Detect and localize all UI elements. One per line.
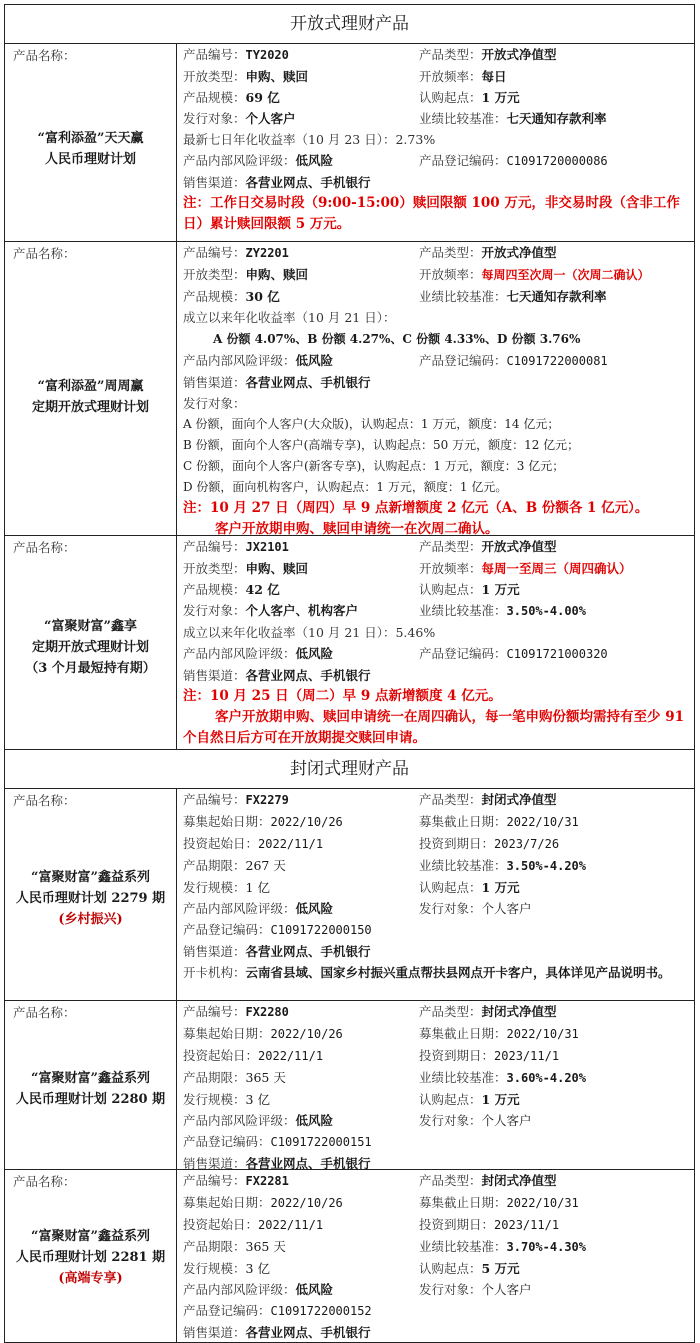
type-label: 产品类型： bbox=[419, 245, 482, 260]
product-name-line: “富聚财富”鑫益系列 bbox=[31, 1229, 150, 1244]
open-type: 申购、赎回 bbox=[245, 267, 309, 282]
term: 365 天 bbox=[245, 1070, 286, 1085]
invest-end: 2023/11/1 bbox=[494, 1218, 560, 1232]
min-sub: 1 万元 bbox=[481, 90, 520, 105]
type-label: 产品类型： bbox=[419, 47, 482, 62]
raise-end-label: 募集截止日期： bbox=[419, 814, 507, 829]
product-detail-cell bbox=[177, 1170, 694, 1342]
product-name-line: （3 个月最短持有期） bbox=[25, 661, 156, 676]
code-label: 产品编号： bbox=[183, 792, 246, 807]
product-row-ty2020 bbox=[5, 44, 694, 242]
product-name-line: 人民币理财计划 2281 期 bbox=[15, 1250, 166, 1265]
benchmark-label: 业绩比较基准： bbox=[419, 111, 507, 126]
product-name-label: 产品名称： bbox=[13, 1005, 76, 1020]
raise-end-label: 募集截止日期： bbox=[419, 1195, 507, 1210]
product-code: TY2020 bbox=[245, 48, 289, 62]
product-name-line: “富利添盈”周周赢 bbox=[37, 379, 144, 394]
invest-start: 2022/11/1 bbox=[258, 1049, 324, 1063]
product-name-cell bbox=[5, 1001, 177, 1169]
target: 个人客户、机构客户 bbox=[245, 603, 359, 618]
issue-scale: 3 亿 bbox=[245, 1092, 270, 1107]
invest-end-label: 投资到期日： bbox=[419, 1217, 495, 1232]
product-note: 注：工作日交易时段（9:00-15:00）赎回限额 100 万元，非交易时段（含非工作日）累计赎回限额 5 万元。 bbox=[183, 195, 680, 232]
target-head: 发行对象： bbox=[183, 396, 246, 411]
product-name-label: 产品名称： bbox=[13, 48, 76, 63]
risk: 低风险 bbox=[295, 1282, 334, 1297]
product-name-cell bbox=[5, 1170, 177, 1342]
raise-end-label: 募集截止日期： bbox=[419, 1026, 507, 1041]
open-section-title: 开放式理财产品 bbox=[5, 5, 694, 44]
reg-code: C1091720000086 bbox=[506, 154, 608, 168]
reg-code-label: 产品登记编码： bbox=[419, 153, 507, 168]
term-label: 产品期限： bbox=[183, 1239, 246, 1254]
product-code: FX2280 bbox=[245, 1005, 289, 1019]
benchmark-label: 业绩比较基准： bbox=[419, 1239, 507, 1254]
reg-code-label: 产品登记编码： bbox=[183, 1134, 271, 1149]
invest-end-label: 投资到期日： bbox=[419, 1048, 495, 1063]
reg-code: C1091722000152 bbox=[270, 1304, 372, 1318]
yield-detail: A 份额 4.07%、B 份额 4.27%、C 份额 4.33%、D 份额 3.76% bbox=[213, 332, 581, 346]
product-name-label: 产品名称： bbox=[13, 1174, 76, 1189]
target: 个人客户 bbox=[481, 901, 532, 916]
term-label: 产品期限： bbox=[183, 1070, 246, 1085]
issue-scale-label: 发行规模： bbox=[183, 1092, 246, 1107]
code-label: 产品编号： bbox=[183, 47, 246, 62]
issue-scale: 3 亿 bbox=[245, 1261, 270, 1276]
benchmark: 3.60%-4.20% bbox=[506, 1071, 586, 1085]
risk-label: 产品内部风险评级： bbox=[183, 901, 296, 916]
product-row-fx2280 bbox=[5, 1001, 694, 1170]
product-type: 封闭式净值型 bbox=[481, 1173, 557, 1188]
scale-label: 产品规模： bbox=[183, 289, 246, 304]
open-type: 申购、赎回 bbox=[245, 69, 309, 84]
scale: 30 亿 bbox=[245, 289, 280, 304]
open-freq: 每日 bbox=[481, 69, 507, 84]
code-label: 产品编号： bbox=[183, 1173, 246, 1188]
share-item: A 份额，面向个人客户(大众版)，认购起点：1 万元，额度：14 亿元； bbox=[183, 417, 560, 431]
product-detail-cell bbox=[177, 44, 694, 241]
invest-end: 2023/11/1 bbox=[494, 1049, 560, 1063]
product-name-line: 人民币理财计划 2280 期 bbox=[15, 1092, 166, 1107]
product-detail-cell bbox=[177, 536, 694, 749]
raise-start: 2022/10/26 bbox=[270, 1196, 343, 1210]
min-sub: 5 万元 bbox=[481, 1261, 520, 1276]
card-inst: 云南省县域、国家乡村振兴重点帮扶县网点开卡客户，具体详见产品说明书。 bbox=[245, 965, 671, 980]
card-inst-label: 开卡机构： bbox=[183, 965, 246, 980]
min-sub-label: 认购起点： bbox=[419, 1092, 482, 1107]
risk: 低风险 bbox=[295, 153, 334, 168]
open-freq-label: 开放频率： bbox=[419, 561, 482, 576]
type-label: 产品类型： bbox=[419, 539, 482, 554]
product-type: 开放式净值型 bbox=[481, 47, 557, 62]
scale: 42 亿 bbox=[245, 582, 280, 597]
term: 365 天 bbox=[245, 1239, 286, 1254]
benchmark-label: 业绩比较基准： bbox=[419, 603, 507, 618]
invest-start: 2022/11/1 bbox=[258, 837, 324, 851]
product-name-line: “富聚财富”鑫益系列 bbox=[31, 1071, 150, 1086]
channel: 各营业网点、手机银行 bbox=[245, 1325, 371, 1340]
product-name-cell bbox=[5, 44, 177, 241]
risk-label: 产品内部风险评级： bbox=[183, 353, 296, 368]
min-sub: 1 万元 bbox=[481, 1092, 520, 1107]
scale-label: 产品规模： bbox=[183, 582, 246, 597]
min-sub-label: 认购起点： bbox=[419, 582, 482, 597]
product-detail-cell bbox=[177, 789, 694, 1000]
raise-end: 2022/10/31 bbox=[506, 1027, 579, 1041]
product-code: JX2101 bbox=[245, 540, 289, 554]
reg-code: C1091722000150 bbox=[270, 923, 372, 937]
reg-code-label: 产品登记编码： bbox=[419, 646, 507, 661]
min-sub-label: 认购起点： bbox=[419, 90, 482, 105]
product-name-line: 人民币理财计划 2279 期 bbox=[15, 891, 166, 906]
product-code: FX2281 bbox=[245, 1174, 289, 1188]
term-label: 产品期限： bbox=[183, 858, 246, 873]
yield-line: 成立以来年化收益率（10 月 21 日）： bbox=[183, 310, 396, 325]
open-freq: 每周一至周三（周四确认） bbox=[481, 561, 632, 576]
product-name-label: 产品名称： bbox=[13, 793, 76, 808]
product-note: 注：10 月 27 日（周四）早 9 点新增额度 2 亿元（A、B 份额各 1 亿元）。 bbox=[183, 500, 649, 516]
product-name-cell bbox=[5, 789, 177, 1000]
yield-line: 成立以来年化收益率（10 月 21 日）：5.46% bbox=[183, 625, 436, 640]
target-label: 发行对象： bbox=[419, 901, 482, 916]
code-label: 产品编号： bbox=[183, 539, 246, 554]
benchmark-label: 业绩比较基准： bbox=[419, 1070, 507, 1085]
reg-code: C1091722000081 bbox=[506, 354, 608, 368]
issue-scale: 1 亿 bbox=[245, 880, 270, 895]
product-note-2: 客户开放期申购、赎回申请统一在周四确认，每一笔申购份额均需持有至少 91 个自然日后方可在开放期提交赎回申请。 bbox=[183, 709, 684, 746]
issue-scale-label: 发行规模： bbox=[183, 880, 246, 895]
type-label: 产品类型： bbox=[419, 1004, 482, 1019]
channel: 各营业网点、手机银行 bbox=[245, 944, 371, 959]
target-label: 发行对象： bbox=[183, 603, 246, 618]
product-table bbox=[4, 4, 695, 1343]
risk-label: 产品内部风险评级： bbox=[183, 153, 296, 168]
channel: 各营业网点、手机银行 bbox=[245, 375, 371, 390]
open-freq: 每周四至次周一（次周二确认） bbox=[481, 268, 650, 282]
product-name-cell bbox=[5, 242, 177, 535]
code-label: 产品编号： bbox=[183, 245, 246, 260]
raise-start-label: 募集起始日期： bbox=[183, 1026, 271, 1041]
channel-label: 销售渠道： bbox=[183, 375, 246, 390]
benchmark: 七天通知存款利率 bbox=[506, 111, 607, 126]
product-name-line: “富聚财富”鑫享 bbox=[44, 619, 137, 634]
risk-label: 产品内部风险评级： bbox=[183, 1282, 296, 1297]
issue-scale-label: 发行规模： bbox=[183, 1261, 246, 1276]
product-name-label: 产品名称： bbox=[13, 246, 76, 261]
share-item: D 份额，面向机构客户，认购起点：1 万元，额度：1 亿元。 bbox=[183, 480, 508, 494]
product-detail-cell bbox=[177, 242, 694, 535]
target: 个人客户 bbox=[245, 111, 296, 126]
invest-start-label: 投资起始日： bbox=[183, 1048, 259, 1063]
type-label: 产品类型： bbox=[419, 792, 482, 807]
open-type-label: 开放类型： bbox=[183, 69, 246, 84]
product-name-tag: (乡村振兴) bbox=[58, 912, 123, 927]
risk: 低风险 bbox=[295, 353, 334, 368]
open-type-label: 开放类型： bbox=[183, 267, 246, 282]
reg-code-label: 产品登记编码： bbox=[183, 1303, 271, 1318]
share-item: B 份额，面向个人客户(高端专享)，认购起点：50 万元，额度：12 亿元； bbox=[183, 438, 580, 452]
product-row-fx2281 bbox=[5, 1170, 694, 1342]
target-label: 发行对象： bbox=[419, 1282, 482, 1297]
raise-end: 2022/10/31 bbox=[506, 1196, 579, 1210]
yield-line: 最新七日年化收益率（10 月 23 日）：2.73% bbox=[183, 132, 436, 147]
product-name-line: 定期开放式理财计划 bbox=[31, 640, 149, 655]
raise-start: 2022/10/26 bbox=[270, 815, 343, 829]
target-label: 发行对象： bbox=[419, 1113, 482, 1128]
channel-label: 销售渠道： bbox=[183, 1325, 246, 1340]
raise-start-label: 募集起始日期： bbox=[183, 1195, 271, 1210]
min-sub-label: 认购起点： bbox=[419, 880, 482, 895]
benchmark: 七天通知存款利率 bbox=[506, 289, 607, 304]
open-freq-label: 开放频率： bbox=[419, 267, 482, 282]
closed-section-title: 封闭式理财产品 bbox=[5, 750, 694, 789]
invest-end-label: 投资到期日： bbox=[419, 836, 495, 851]
channel-label: 销售渠道： bbox=[183, 175, 246, 190]
product-name-label: 产品名称： bbox=[13, 540, 76, 555]
risk-label: 产品内部风险评级： bbox=[183, 1113, 296, 1128]
min-sub: 1 万元 bbox=[481, 880, 520, 895]
risk: 低风险 bbox=[295, 901, 334, 916]
benchmark-label: 业绩比较基准： bbox=[419, 289, 507, 304]
open-freq-label: 开放频率： bbox=[419, 69, 482, 84]
channel-label: 销售渠道： bbox=[183, 1156, 246, 1171]
product-name-line: “富利添盈”天天赢 bbox=[37, 131, 144, 146]
benchmark: 3.50%-4.20% bbox=[506, 859, 586, 873]
type-label: 产品类型： bbox=[419, 1173, 482, 1188]
product-row-jx2101 bbox=[5, 536, 694, 750]
product-name-line: 定期开放式理财计划 bbox=[31, 400, 149, 415]
product-type: 开放式净值型 bbox=[481, 539, 557, 554]
scale: 69 亿 bbox=[245, 90, 280, 105]
reg-code-label: 产品登记编码： bbox=[419, 353, 507, 368]
channel-label: 销售渠道： bbox=[183, 668, 246, 683]
min-sub: 1 万元 bbox=[481, 582, 520, 597]
term: 267 天 bbox=[245, 858, 286, 873]
channel: 各营业网点、手机银行 bbox=[245, 668, 371, 683]
product-name-tag: (高端专享) bbox=[58, 1271, 123, 1286]
raise-end: 2022/10/31 bbox=[506, 815, 579, 829]
target: 个人客户 bbox=[481, 1113, 532, 1128]
benchmark-label: 业绩比较基准： bbox=[419, 858, 507, 873]
benchmark: 3.70%-4.30% bbox=[506, 1240, 586, 1254]
risk: 低风险 bbox=[295, 1113, 334, 1128]
product-name-line: “富聚财富”鑫益系列 bbox=[31, 870, 150, 885]
product-note: 注：10 月 25 日（周二）早 9 点新增额度 4 亿元。 bbox=[183, 688, 502, 704]
product-code: ZY2201 bbox=[245, 246, 289, 260]
product-code: FX2279 bbox=[245, 793, 289, 807]
product-row-zy2201 bbox=[5, 242, 694, 536]
min-sub-label: 认购起点： bbox=[419, 1261, 482, 1276]
product-name-line: 人民币理财计划 bbox=[44, 152, 136, 167]
product-row-fx2279 bbox=[5, 789, 694, 1001]
reg-code: C1091721000320 bbox=[506, 647, 608, 661]
channel: 各营业网点、手机银行 bbox=[245, 1156, 371, 1171]
product-name-cell bbox=[5, 536, 177, 749]
raise-start-label: 募集起始日期： bbox=[183, 814, 271, 829]
target-label: 发行对象： bbox=[183, 111, 246, 126]
invest-start-label: 投资起始日： bbox=[183, 836, 259, 851]
invest-start-label: 投资起始日： bbox=[183, 1217, 259, 1232]
risk-label: 产品内部风险评级： bbox=[183, 646, 296, 661]
invest-end: 2023/7/26 bbox=[494, 837, 560, 851]
channel: 各营业网点、手机银行 bbox=[245, 175, 371, 190]
product-detail-cell bbox=[177, 1001, 694, 1169]
raise-start: 2022/10/26 bbox=[270, 1027, 343, 1041]
product-type: 封闭式净值型 bbox=[481, 792, 557, 807]
open-type: 申购、赎回 bbox=[245, 561, 309, 576]
share-item: C 份额，面向个人客户(新客专享)，认购起点：1 万元，额度：3 亿元； bbox=[183, 459, 565, 473]
product-type: 封闭式净值型 bbox=[481, 1004, 557, 1019]
code-label: 产品编号： bbox=[183, 1004, 246, 1019]
reg-code-label: 产品登记编码： bbox=[183, 922, 271, 937]
product-note-2: 客户开放期申购、赎回申请统一在次周二确认。 bbox=[215, 521, 499, 537]
target: 个人客户 bbox=[481, 1282, 532, 1297]
open-type-label: 开放类型： bbox=[183, 561, 246, 576]
scale-label: 产品规模： bbox=[183, 90, 246, 105]
product-type: 开放式净值型 bbox=[481, 245, 557, 260]
invest-start: 2022/11/1 bbox=[258, 1218, 324, 1232]
benchmark: 3.50%-4.00% bbox=[506, 604, 586, 618]
channel-label: 销售渠道： bbox=[183, 944, 246, 959]
reg-code: C1091722000151 bbox=[270, 1135, 372, 1149]
risk: 低风险 bbox=[295, 646, 334, 661]
